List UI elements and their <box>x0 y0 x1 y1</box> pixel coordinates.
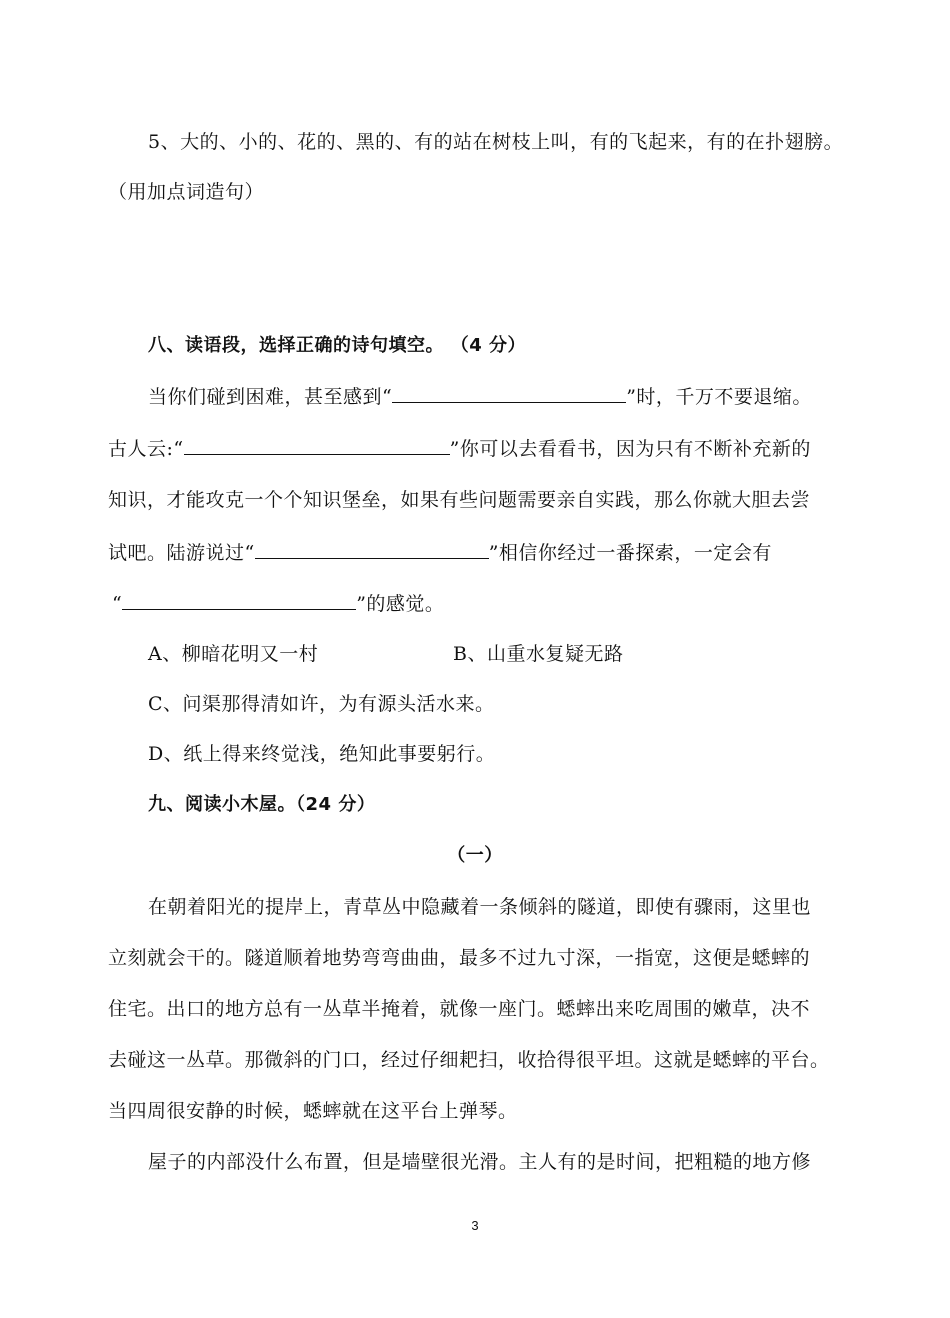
answer-blank-3[interactable] <box>255 538 489 559</box>
section8-paragraph-line-5 <box>112 589 852 618</box>
section8-paragraph-line-3: 知识，才能攻克一个个知识堡垒，如果有些问题需要亲自实践，那么你就大胆去尝 <box>108 489 811 511</box>
text-segment: 古人云:“ <box>108 438 184 460</box>
passage-line: 去碰这一丛草。那微斜的门口，经过仔细耙扫，收拾得很平坦。这就是蟋蟀的平台。 <box>108 1049 830 1071</box>
text-segment: ”相信你经过一番探索，一定会有 <box>488 542 772 564</box>
passage-line: 在朝着阳光的提岸上，青草丛中隐藏着一条倾斜的隧道，即使有骤雨，这里也 <box>148 896 812 918</box>
passage-line: 住宅。出口的地方总有一丛草半掩着，就像一座门。蟋蟀出来吃周围的嫩草，决不 <box>108 998 811 1020</box>
text-segment: “ <box>112 593 123 615</box>
section9-heading: 九、阅读小木屋。（24 分） <box>148 794 376 815</box>
section8-paragraph-line-4 <box>108 538 848 567</box>
section8-paragraph-line-2 <box>108 434 848 463</box>
text-segment: ”的感觉。 <box>356 593 445 615</box>
q5-line-2: （用加点词造句） <box>108 181 265 203</box>
q5-line-1: 5、大的、小的、花的、黑的、有的站在树枝上叫，有的飞起来，有的在扑翅膀。 <box>148 131 844 153</box>
answer-blank-2[interactable] <box>184 434 450 455</box>
text-segment: ”时，千万不要退缩。 <box>626 386 812 408</box>
answer-blank-1[interactable] <box>392 382 626 403</box>
section8-paragraph-line-1 <box>148 382 888 411</box>
text-segment: 试吧。陆游说过“ <box>108 542 255 564</box>
section9-subheading: （一） <box>447 845 503 866</box>
option-b: B、山重水复疑无路 <box>453 643 624 665</box>
options-row-ab <box>148 640 888 668</box>
page-number: 3 <box>471 1218 479 1233</box>
passage-line: 屋子的内部没什么布置，但是墙壁很光滑。主人有的是时间，把粗糙的地方修 <box>148 1151 812 1173</box>
passage-line: 立刻就会干的。隧道顺着地势弯弯曲曲，最多不过九寸深，一指宽，这便是蟋蟀的 <box>108 947 811 969</box>
answer-blank-4[interactable] <box>122 589 356 610</box>
text-segment: 当你们碰到困难，甚至感到“ <box>148 386 393 408</box>
option-d: D、纸上得来终觉浅，绝知此事要躬行。 <box>148 743 496 765</box>
passage-line: 当四周很安静的时候，蟋蟀就在这平台上弹琴。 <box>108 1100 518 1122</box>
text-segment: ”你可以去看看书，因为只有不断补充新的 <box>449 438 811 460</box>
section8-heading: 八、读语段，选择正确的诗句填空。 （4 分） <box>148 335 527 356</box>
option-c: C、问渠那得清如许，为有源头活水来。 <box>148 693 495 715</box>
option-a: A、柳暗花明又一村 <box>148 643 319 665</box>
